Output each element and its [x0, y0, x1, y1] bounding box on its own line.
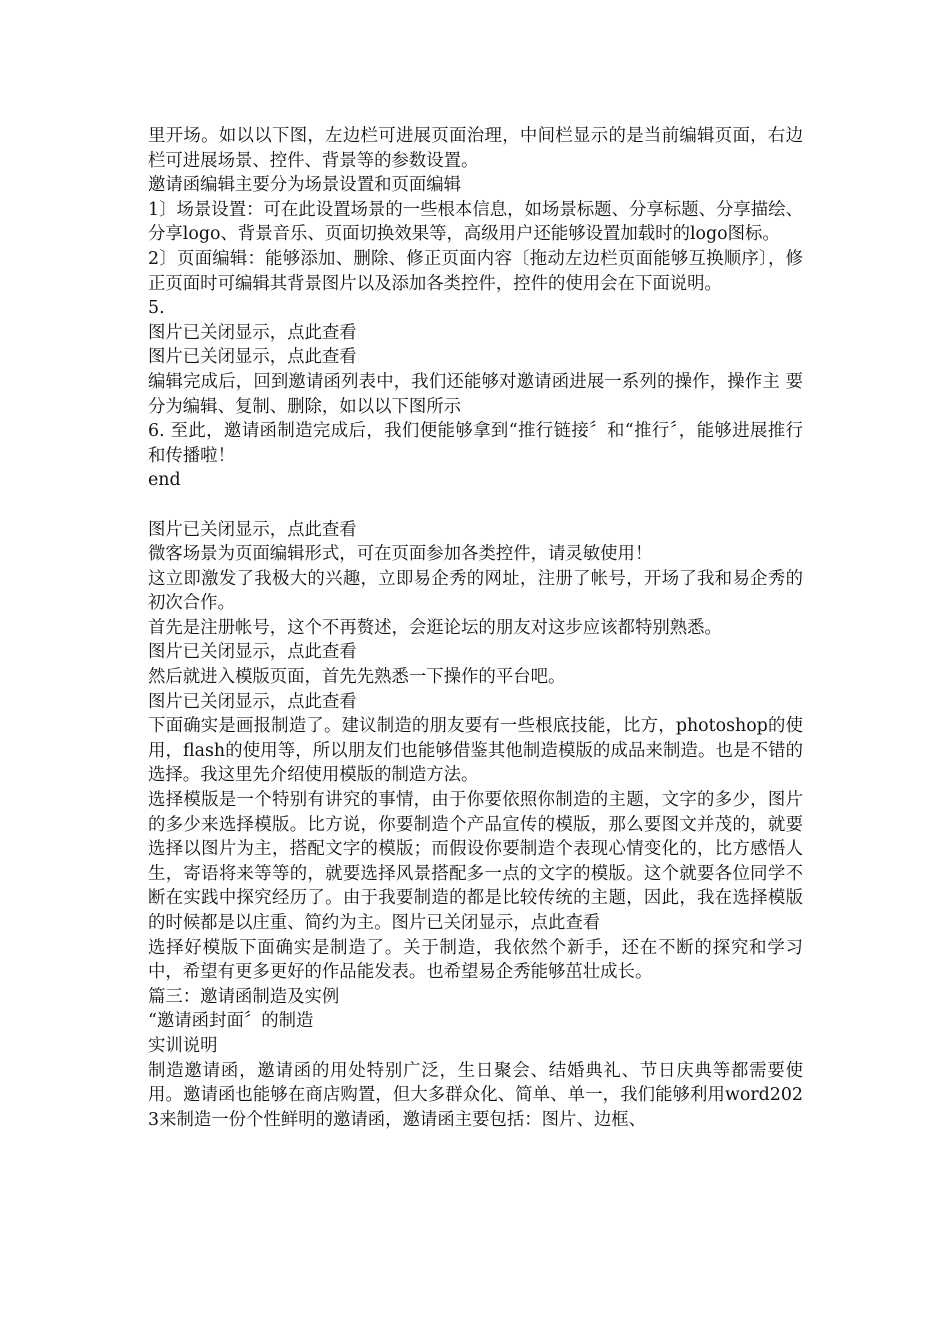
- paragraph: “邀请函封面〞的制造: [148, 1011, 314, 1032]
- paragraph: 实训说明: [148, 1035, 218, 1056]
- paragraph: 选择好模版下面确实是制造了。关于制造，我依然个新手，还在不断的探究和学习中，希望有更多更好的作品能发表。也希望易企秀能够茁壮成长。: [148, 937, 803, 983]
- paragraph: 这立即激发了我极大的兴趣，立即易企秀的网址，注册了帐号，开场了我和易企秀的初次合作。: [148, 568, 803, 614]
- paragraph: 邀请函编辑主要分为场景设置和页面编辑: [148, 175, 462, 196]
- paragraph: 5.: [148, 298, 165, 319]
- paragraph: 微客场景为页面编辑形式，可在页面参加各类控件，请灵敏使用！: [148, 544, 653, 565]
- image-placeholder-link[interactable]: 图片已关闭显示，点此查看: [148, 322, 357, 343]
- image-placeholder-link[interactable]: 图片已关闭显示，点此查看: [148, 691, 357, 712]
- blank-line: [148, 493, 803, 518]
- paragraph: 6. 至此，邀请函制造完成后，我们便能够拿到“推行链接〞和“推行〞，能够进展推行和传播啦！: [148, 421, 803, 466]
- paragraph: 编辑完成后，回到邀请函列表中，我们还能够对邀请函进展一系列的操作，操作主 要分为编辑、复制、删除，如以以下图所示: [148, 371, 803, 417]
- paragraph: 制造邀请函，邀请函的用处特别广泛，生日聚会、结婚典礼、节日庆典等都需要使用。邀请函也能够在商店购置，但大多群众化、简单、单一，我们能够利用word2023来制造一份个性鲜明的邀请函，邀请函主要包括：图片、边框、: [148, 1060, 803, 1130]
- paragraph: 下面确实是画报制造了。建议制造的朋友要有一些根底技能，比方，photoshop的使用，flash的使用等，所以朋友们也能够借鉴其他制造模版的成品来制造。也是不错的选择。我这里先介绍使用模版的制造方法。: [148, 716, 803, 786]
- image-placeholder-link[interactable]: 图片已关闭显示，点此查看: [148, 519, 357, 540]
- paragraph: 首先是注册帐号，这个不再赘述，会逛论坛的朋友对这步应该都特别熟悉。: [148, 617, 722, 638]
- paragraph: 选择模版是一个特别有讲究的事情，由于你要依照你制造的主题，文字的多少，图片的多少来选择模版。比方说，你要制造个产品宣传的模版，那么要图文并茂的，就要选择以图片为主，搭配文字的模版；而假设你要制造个表现心情变化的，比方感悟人生，寄语将来等等的，就要选择风景搭配多一点的文字的模版。这个就要各位同学不断在实践中探究经历了。由于我要制造的都是比较传统的主题，因此，我在选择模版的时候都是以庄重、简约为主。图片已关闭显示，点此查看: [148, 790, 803, 933]
- document-page: [148, 124, 803, 1132]
- image-placeholder-link[interactable]: 图片已关闭显示，点此查看: [148, 347, 357, 368]
- paragraph: 里开场。如以以下图，左边栏可进展页面治理，中间栏显示的是当前编辑页面，右边栏可进展场景、控件、背景等的参数设置。: [148, 126, 803, 171]
- image-placeholder-link[interactable]: 图片已关闭显示，点此查看: [148, 642, 357, 663]
- paragraph: end: [148, 470, 181, 491]
- paragraph: 然后就进入模版页面，首先先熟悉一下操作的平台吧。: [148, 667, 566, 688]
- section-heading: 篇三：邀请函制造及实例: [148, 986, 340, 1007]
- paragraph: 1〕场景设置：可在此设置场景的一些根本信息，如场景标题、分享标题、分享描绘、分享logo、背景音乐、页面切换效果等，高级用户还能够设置加载时的logo图标。: [148, 199, 803, 245]
- paragraph: 2〕页面编辑：能够添加、删除、修正页面内容〔拖动左边栏页面能够互换顺序〕，修正页面时可编辑其背景图片以及添加各类控件，控件的使用会在下面说明。: [148, 248, 803, 294]
